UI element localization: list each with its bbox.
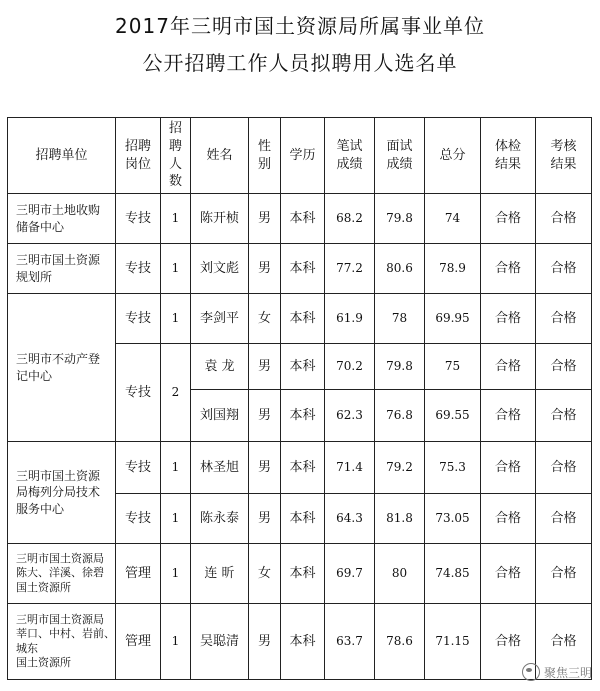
header-written-score: 笔试 成绩 [325, 118, 375, 194]
gender-cell: 男 [249, 194, 281, 244]
count-cell: 1 [161, 442, 191, 494]
total-score-cell: 75.3 [425, 442, 481, 494]
education-cell: 本科 [281, 294, 325, 344]
post-cell: 专技 [116, 244, 161, 294]
table-row [8, 294, 592, 344]
written-score-cell: 63.7 [325, 604, 375, 680]
count-cell: 1 [161, 544, 191, 604]
physical-result-cell: 合格 [481, 244, 536, 294]
written-score-cell: 61.9 [325, 294, 375, 344]
total-score-cell: 74 [425, 194, 481, 244]
physical-result-cell: 合格 [481, 442, 536, 494]
name-cell: 陈永泰 [191, 494, 249, 544]
written-score-cell: 71.4 [325, 442, 375, 494]
education-cell: 本科 [281, 544, 325, 604]
header-row [8, 118, 592, 194]
post-cell: 专技 [116, 194, 161, 244]
assessment-result-cell: 合格 [536, 604, 592, 680]
watermark-text: 聚焦三明 [543, 665, 592, 680]
total-score-cell: 74.85 [425, 544, 481, 604]
written-score-cell: 62.3 [325, 390, 375, 442]
table-row [8, 244, 592, 294]
assessment-result-cell: 合格 [536, 544, 592, 604]
interview-score-cell: 81.8 [375, 494, 425, 544]
total-score-cell: 75 [425, 344, 481, 390]
post-cell: 专技 [116, 294, 161, 344]
header-assessment-result: 考核 结果 [536, 118, 592, 194]
name-cell: 林圣旭 [191, 442, 249, 494]
interview-score-cell: 78 [375, 294, 425, 344]
physical-result-cell: 合格 [481, 294, 536, 344]
interview-score-cell: 80.6 [375, 244, 425, 294]
post-cell: 专技 [116, 494, 161, 544]
gender-cell: 女 [249, 294, 281, 344]
interview-score-cell: 80 [375, 544, 425, 604]
count-cell: 1 [161, 244, 191, 294]
interview-score-cell: 79.8 [375, 344, 425, 390]
header-unit: 招聘单位 [8, 118, 116, 194]
education-cell: 本科 [281, 442, 325, 494]
document-title-line2: 公开招聘工作人员拟聘用人选名单 [142, 51, 458, 75]
unit-cell: 三明市国土资源 规划所 [8, 244, 116, 294]
document-title-line1: 2017年三明市国土资源局所属事业单位 [115, 14, 485, 38]
total-score-cell: 78.9 [425, 244, 481, 294]
gender-cell: 男 [249, 604, 281, 680]
post-cell: 专技 [116, 344, 161, 442]
total-score-cell: 73.05 [425, 494, 481, 544]
physical-result-cell: 合格 [481, 494, 536, 544]
interview-score-cell: 79.2 [375, 442, 425, 494]
header-post: 招聘 岗位 [116, 118, 161, 194]
gender-cell: 女 [249, 544, 281, 604]
education-cell: 本科 [281, 390, 325, 442]
header-total-score: 总分 [425, 118, 481, 194]
physical-result-cell: 合格 [481, 604, 536, 680]
header-interview-score: 面试 成绩 [375, 118, 425, 194]
assessment-result-cell: 合格 [536, 194, 592, 244]
gender-cell: 男 [249, 442, 281, 494]
interview-score-cell: 76.8 [375, 390, 425, 442]
assessment-result-cell: 合格 [536, 244, 592, 294]
education-cell: 本科 [281, 344, 325, 390]
header-gender: 性 别 [249, 118, 281, 194]
gender-cell: 男 [249, 494, 281, 544]
physical-result-cell: 合格 [481, 390, 536, 442]
name-cell: 陈开桢 [191, 194, 249, 244]
physical-result-cell: 合格 [481, 194, 536, 244]
header-name: 姓名 [191, 118, 249, 194]
education-cell: 本科 [281, 604, 325, 680]
count-cell: 1 [161, 494, 191, 544]
education-cell: 本科 [281, 494, 325, 544]
assessment-result-cell: 合格 [536, 494, 592, 544]
wechat-icon [522, 663, 540, 681]
count-cell: 1 [161, 604, 191, 680]
education-cell: 本科 [281, 194, 325, 244]
written-score-cell: 77.2 [325, 244, 375, 294]
interview-score-cell: 78.6 [375, 604, 425, 680]
table-row [8, 194, 592, 244]
watermark [522, 663, 592, 681]
post-cell: 专技 [116, 442, 161, 494]
total-score-cell: 71.15 [425, 604, 481, 680]
name-cell: 连 昕 [191, 544, 249, 604]
written-score-cell: 64.3 [325, 494, 375, 544]
education-cell: 本科 [281, 244, 325, 294]
written-score-cell: 69.7 [325, 544, 375, 604]
unit-cell: 三明市不动产登 记中心 [8, 294, 116, 442]
count-cell: 1 [161, 194, 191, 244]
assessment-result-cell: 合格 [536, 442, 592, 494]
count-cell: 1 [161, 294, 191, 344]
header-physical-result: 体检 结果 [481, 118, 536, 194]
total-score-cell: 69.95 [425, 294, 481, 344]
table-row [8, 442, 592, 494]
header-education: 学历 [281, 118, 325, 194]
assessment-result-cell: 合格 [536, 344, 592, 390]
gender-cell: 男 [249, 244, 281, 294]
header-count: 招 聘 人 数 [161, 118, 191, 194]
candidate-table [7, 117, 592, 680]
name-cell: 刘国翔 [191, 390, 249, 442]
assessment-result-cell: 合格 [536, 390, 592, 442]
name-cell: 李剑平 [191, 294, 249, 344]
table-row [8, 544, 592, 604]
gender-cell: 男 [249, 344, 281, 390]
post-cell: 管理 [116, 544, 161, 604]
total-score-cell: 69.55 [425, 390, 481, 442]
table-row [8, 604, 592, 680]
name-cell: 吴聪清 [191, 604, 249, 680]
unit-cell: 三明市国土资源局 莘口、中村、岩前、 城东 国土资源所 [8, 604, 116, 680]
unit-cell: 三明市国土资源 局梅列分局技术 服务中心 [8, 442, 116, 544]
written-score-cell: 68.2 [325, 194, 375, 244]
written-score-cell: 70.2 [325, 344, 375, 390]
name-cell: 袁 龙 [191, 344, 249, 390]
post-cell: 管理 [116, 604, 161, 680]
name-cell: 刘文彪 [191, 244, 249, 294]
gender-cell: 男 [249, 390, 281, 442]
count-cell: 2 [161, 344, 191, 442]
assessment-result-cell: 合格 [536, 294, 592, 344]
physical-result-cell: 合格 [481, 344, 536, 390]
physical-result-cell: 合格 [481, 544, 536, 604]
interview-score-cell: 79.8 [375, 194, 425, 244]
unit-cell: 三明市土地收购 储备中心 [8, 194, 116, 244]
unit-cell: 三明市国土资源局 陈大、洋溪、徐碧 国土资源所 [8, 544, 116, 604]
